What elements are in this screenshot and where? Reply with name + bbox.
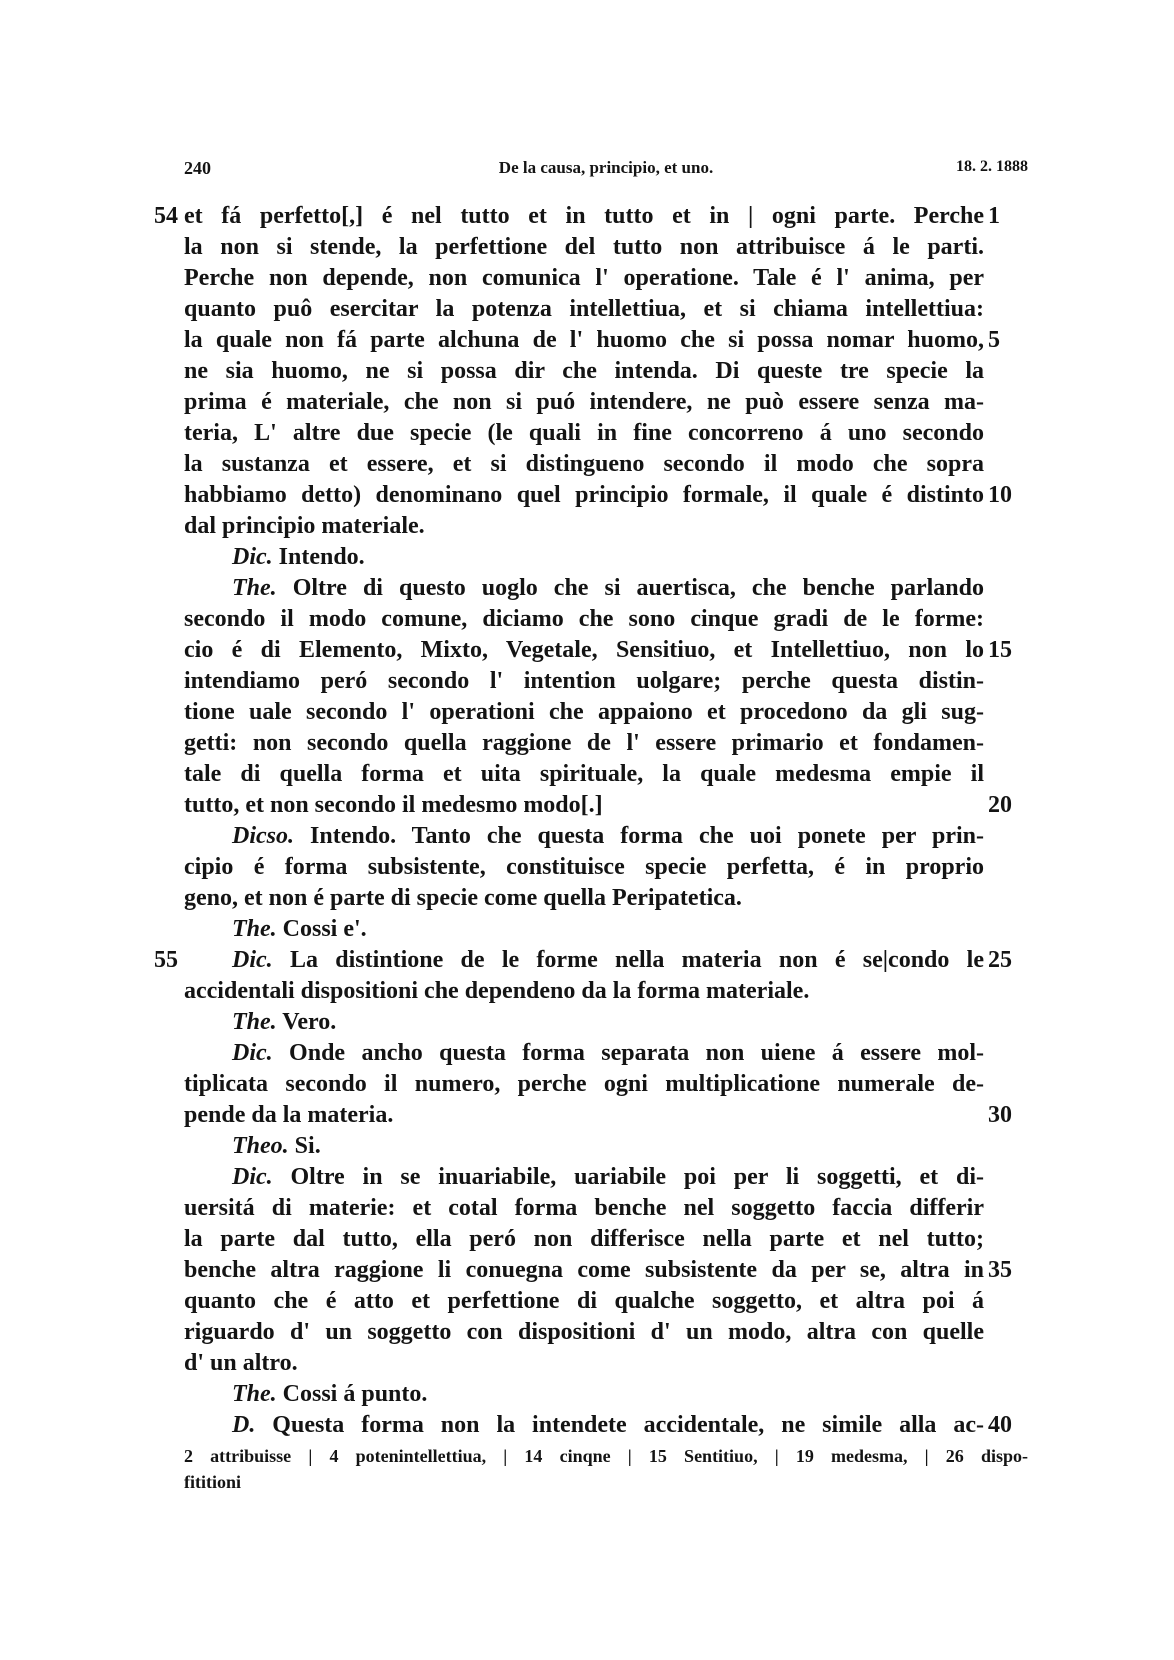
- text-line: [184, 852, 984, 883]
- line-text: tiplicata secondo il numero, perche ogni multiplicatione numerale de-: [184, 1071, 984, 1097]
- line-text: Perche non depende, non comunica l' operatione. Tale é l' anima, per: [184, 265, 984, 291]
- text-line: [184, 1193, 984, 1224]
- text-line: [184, 542, 984, 573]
- line-number: 15: [988, 637, 1012, 663]
- line-text: Oltre di questo uoglo che si auertisca, che benche parlando: [292, 575, 985, 601]
- line-text: tutto, et non secondo il medesmo modo[.]: [184, 792, 603, 818]
- text-line: [184, 1038, 984, 1069]
- line-text: Oltre in se inuariabile, uariabile poi per li soggetti, et di-: [290, 1164, 984, 1190]
- speaker-label: Dic.: [232, 1164, 273, 1190]
- critical-apparatus: [184, 1443, 1028, 1495]
- text-line: [184, 1379, 984, 1410]
- line-number: 20: [988, 792, 1012, 818]
- line-text: accidentali dispositioni che dependeno da la forma materiale.: [184, 978, 810, 1004]
- text-line: [184, 604, 984, 635]
- text-line: [184, 232, 984, 263]
- footnote-line: 2 attribuisse | 4 potenintellettiua, | 14 cinqne | 15 Sentitiuo, | 19 medesma, | 26 dispo-: [184, 1446, 1028, 1466]
- line-text: Si.: [294, 1133, 321, 1159]
- text-line: [184, 263, 984, 294]
- running-title: De la causa, principio, et uno.: [498, 158, 714, 177]
- text-line: [184, 790, 1012, 821]
- line-number: 30: [988, 1102, 1012, 1128]
- running-date: 18. 2. 1888: [956, 158, 1028, 175]
- text-line: [184, 1286, 984, 1317]
- line-text: ne sia huomo, ne si possa dir che intenda. Di queste tre specie la: [184, 358, 984, 384]
- line-text: getti: non secondo quella raggione de l' essere primario et fondamen-: [184, 730, 984, 756]
- line-text: geno, et non é parte di specie come quella Peripatetica.: [184, 885, 742, 911]
- text-line: [184, 976, 984, 1007]
- text-line: [184, 697, 984, 728]
- running-head: [184, 158, 1028, 182]
- margin-section-number: 54: [154, 203, 178, 229]
- line-number: 1: [988, 203, 1000, 229]
- speaker-label: Theo.: [232, 1133, 289, 1159]
- line-text: Cossi á punto.: [282, 1381, 428, 1407]
- speaker-label: Dic.: [232, 544, 273, 570]
- text-line: [184, 325, 1000, 356]
- line-text: cio é di Elemento, Mixto, Vegetale, Sensitiuo, et Intellettiuo, non lo: [184, 637, 984, 663]
- text-line: [184, 1162, 984, 1193]
- text-line: [184, 511, 984, 542]
- speaker-label: Dic.: [232, 947, 273, 973]
- speaker-label: The.: [232, 1009, 277, 1035]
- line-text: teria, L' altre due specie (le quali in fine concorreno á uno secondo: [184, 420, 984, 446]
- line-text: intendiamo peró secondo l' intention uolgare; perche questa distin-: [184, 668, 984, 694]
- margin-section-number: 55: [154, 947, 178, 973]
- line-text: Questa forma non la intendete accidentale, ne simile alla ac-: [272, 1412, 985, 1438]
- line-number: 5: [988, 327, 1000, 353]
- line-number: 10: [988, 482, 1012, 508]
- page-number: 240: [184, 158, 211, 178]
- footnote-line: fititioni: [184, 1472, 241, 1492]
- text-line: [184, 1410, 1012, 1441]
- speaker-label: The.: [232, 916, 277, 942]
- text-line: [184, 356, 984, 387]
- text-line: [154, 201, 1000, 232]
- text-line: [184, 1069, 984, 1100]
- text-line: [184, 1007, 984, 1038]
- text-line: [184, 1100, 1012, 1131]
- text-line: [184, 573, 984, 604]
- main-text: [154, 201, 1012, 1441]
- text-line: [184, 418, 984, 449]
- line-text: Vero.: [282, 1009, 337, 1035]
- text-line: [184, 1255, 1012, 1286]
- text-line: [184, 1317, 984, 1348]
- line-text: habbiamo detto) denominano quel principio formale, il quale é distinto: [184, 482, 984, 508]
- line-number: 40: [988, 1412, 1012, 1438]
- line-text: Intendo.: [278, 544, 365, 570]
- line-text: secondo il modo comune, diciamo che sono cinque gradi de le forme:: [184, 606, 984, 632]
- text-line: [184, 914, 984, 945]
- line-text: quanto puô esercitar la potenza intellettiua, et si chiama intellettiua:: [184, 296, 984, 322]
- line-text: Onde ancho questa forma separata non uiene á essere mol-: [289, 1040, 984, 1066]
- text-line: [154, 945, 1012, 976]
- line-text: d' un altro.: [184, 1350, 298, 1376]
- line-text: la sustanza et essere, et si distingueno secondo il modo che sopra: [184, 451, 984, 477]
- line-text: La distintione de le forme nella materia non é se|condo le: [289, 947, 985, 973]
- text-line: [184, 387, 984, 418]
- text-line: [184, 883, 984, 914]
- text-line: [184, 294, 984, 325]
- text-line: [184, 1348, 984, 1379]
- line-text: la quale non fá parte alchuna de l' huomo che si possa nomar huomo,: [184, 327, 984, 353]
- line-text: uersitá di materie: et cotal forma benche nel soggetto faccia differir: [184, 1195, 984, 1221]
- line-text: la non si stende, la perfettione del tutto non attribuisce á le parti.: [184, 234, 984, 260]
- text-line: [184, 1131, 984, 1162]
- line-text: et fá perfetto[,] é nel tutto et in tutto et in | ogni parte. Perche: [184, 203, 984, 229]
- text-line: [184, 449, 984, 480]
- line-number: 35: [988, 1257, 1012, 1283]
- text-line: [184, 480, 1012, 511]
- speaker-label: Dic.: [232, 1040, 273, 1066]
- speaker-label: Dicso.: [232, 823, 294, 849]
- line-text: Cossi e'.: [282, 916, 367, 942]
- line-text: prima é materiale, che non si puó intendere, ne può essere senza ma-: [184, 389, 984, 415]
- line-text: quanto che é atto et perfettione di qualche soggetto, et altra poi á: [184, 1288, 984, 1314]
- line-text: la parte dal tutto, ella peró non differisce nella parte et nel tutto;: [184, 1226, 984, 1252]
- line-text: Intendo. Tanto che questa forma che uoi ponete per prin-: [310, 823, 985, 849]
- line-text: tione uale secondo l' operationi che appaiono et procedono da gli sug-: [184, 699, 984, 725]
- text-line: [184, 666, 984, 697]
- line-text: dal principio materiale.: [184, 513, 425, 539]
- text-line: [184, 1224, 984, 1255]
- line-text: cipio é forma subsistente, constituisce specie perfetta, é in proprio: [184, 854, 984, 880]
- line-text: pende da la materia.: [184, 1102, 394, 1128]
- speaker-label: D.: [232, 1412, 256, 1438]
- speaker-label: The.: [232, 1381, 277, 1407]
- text-line: [184, 635, 1012, 666]
- text-line: [184, 728, 984, 759]
- line-text: riguardo d' un soggetto con dispositioni d' un modo, altra con quelle: [184, 1319, 984, 1345]
- speaker-label: The.: [232, 575, 277, 601]
- line-text: benche altra raggione li conuegna come subsistente da per se, altra in: [184, 1257, 984, 1283]
- line-number: 25: [988, 947, 1012, 973]
- text-line: [184, 821, 984, 852]
- text-line: [184, 759, 984, 790]
- line-text: tale di quella forma et uita spirituale, la quale medesma empie il: [184, 761, 984, 787]
